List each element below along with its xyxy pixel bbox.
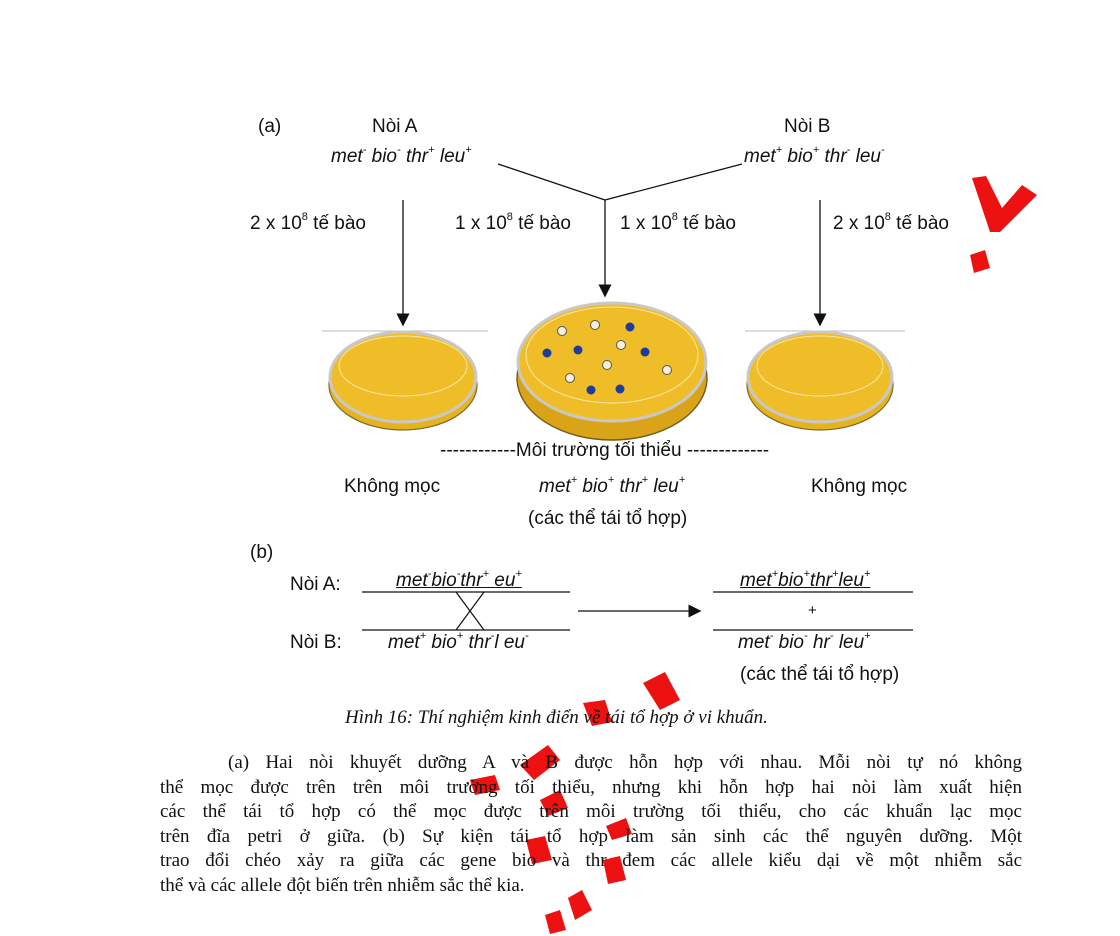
panel-b-result-top: met+bio+thr+leu+ xyxy=(740,567,871,591)
converge-line-a xyxy=(498,164,605,200)
paragraph-line: (a) Hai nòi khuyết dưỡng A và B được hỗn hợp với nhau. Mỗi nòi tự nó không xyxy=(228,752,1022,773)
cell-count-right: 2 x $10^8$ tế bào xyxy=(833,210,949,234)
recombinant-label-a: (các thể tái tổ hợp) xyxy=(528,508,688,529)
cell-count-mid-right: 1 x $10^8$ tế bào xyxy=(620,210,736,234)
strain-a-genotype: met- bio- thr+ leu+ xyxy=(331,143,472,167)
cell-count-left: 2 x $10^8$ tế bào xyxy=(250,210,366,234)
strain-b-name: Nòi B xyxy=(784,116,831,137)
panel-b-strain-b-chrom: met+ bio+ thr-l eu- xyxy=(388,629,529,653)
paragraph-line: trên đĩa petri ở giữa. (b) Sự kiện tái tổ hợp làm sản sinh các thể nguyên dưỡng. Một xyxy=(160,825,1022,847)
medium-label: ------------Môi trường tối thiểu ------------- xyxy=(440,440,770,461)
panel-b-label: (b) xyxy=(250,542,274,563)
center-result-genotype: met+ bio+ thr+ leu+ xyxy=(539,473,686,497)
converge-line-b xyxy=(605,164,742,200)
paragraph-line: trao đổi chéo xảy ra giữa các gene bio và thr đem các allele kiểu dại về một nhiễm sắc xyxy=(160,850,1022,871)
panel-b-strain-b-label: Nòi B: xyxy=(290,632,342,653)
paragraph-line: thể và các allele đột biến trên nhiễm sắc thể kia. xyxy=(160,874,525,896)
figure-caption: Hình 16: Thí nghiệm kinh điển về tái tổ hợp ở vi khuẩn. xyxy=(345,707,768,728)
paragraph-line: thể mọc được trên trên môi trường tối thiểu, nhưng khi hỗn hợp hai nòi làm xuất hiện xyxy=(160,776,1022,798)
panel-b-strain-a-chrom: met-bio-thr+ eu+ xyxy=(396,567,522,591)
petri-dish-center xyxy=(517,303,707,440)
body-paragraph xyxy=(160,751,1022,898)
panel-a-label: (a) xyxy=(258,116,282,137)
strain-b-genotype: met+ bio+ thr- leu- xyxy=(744,143,885,167)
petri-dish-left xyxy=(322,331,488,430)
recombinant-label-b: (các thể tái tổ hợp) xyxy=(740,664,900,685)
strain-a-name: Nòi A xyxy=(372,116,418,137)
panel-b-plus: + xyxy=(808,602,817,619)
left-result: Không mọc xyxy=(344,476,441,497)
paragraph-line: các thể tái tổ hợp có thể mọc được trên môi trường tối thiểu, cho các khuẩn lạc mọc xyxy=(160,801,1022,822)
panel-b-result-bottom: met- bio- hr- leu+ xyxy=(738,629,871,653)
petri-dish-right xyxy=(745,331,905,430)
panel-b-strain-a-label: Nòi A: xyxy=(290,574,341,595)
cell-count-mid-left: 1 x $10^8$ tế bào xyxy=(455,210,571,234)
right-result: Không mọc xyxy=(811,476,908,497)
